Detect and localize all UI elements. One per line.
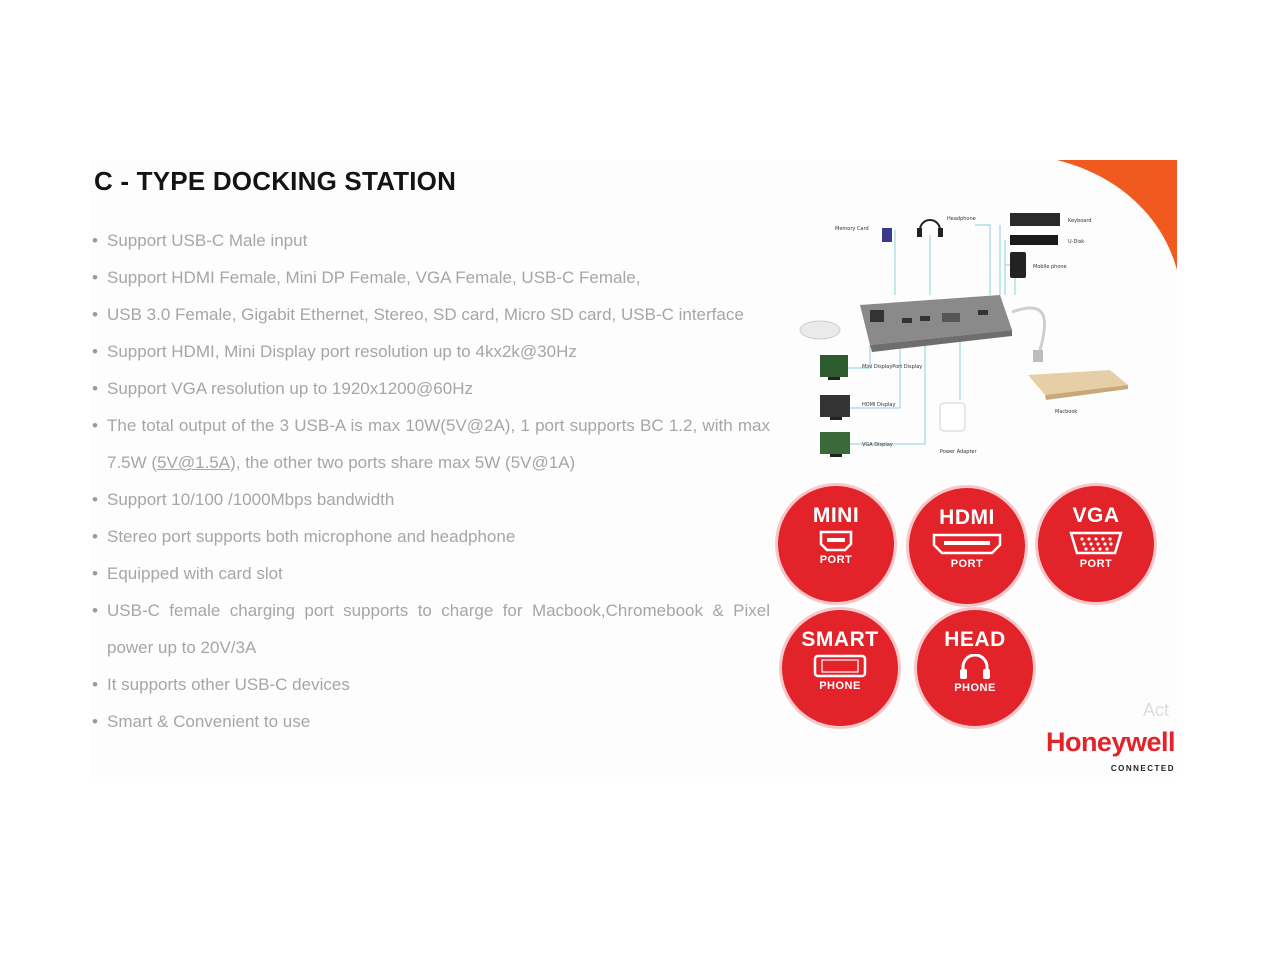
badge-title: SMART <box>801 628 879 651</box>
headphone-badge <box>917 610 1033 726</box>
docking-station-image <box>860 295 1045 362</box>
power-adapter-icon <box>940 403 965 431</box>
diagram-label: Mini DisplayPort Display <box>862 364 923 370</box>
badge-subtitle: PHONE <box>819 680 861 692</box>
page-title: C - TYPE DOCKING STATION <box>94 166 457 196</box>
bullet-item: • Support HDMI, Mini Display port resolution up to 4kx2k@30Hz <box>90 333 770 370</box>
monitor-icon <box>820 432 850 457</box>
bullet-item: • It supports other USB-C devices <box>90 666 770 703</box>
headphone-icon <box>958 654 992 680</box>
badge-subtitle: PORT <box>819 554 853 566</box>
bullet-item: • Support VGA resolution up to 1920x1200@60Hz <box>90 370 770 407</box>
brand-subtitle: CONNECTED <box>1110 764 1175 773</box>
hdmi-port-badge <box>909 488 1025 604</box>
brand-logo: Honeywell <box>1045 727 1175 757</box>
diagram-label: Memory Card <box>835 226 869 232</box>
diagram-label: Macbook <box>1055 409 1078 415</box>
diagram-label: VGA Display <box>862 442 893 448</box>
headphone-icon <box>917 220 943 237</box>
diagram-label: Mobile phone <box>1033 264 1067 270</box>
u-disk-icon <box>1010 235 1058 245</box>
bullet-item: • Support HDMI Female, Mini DP Female, VGA Female, USB-C Female, <box>90 259 770 296</box>
bullet-list <box>90 222 770 740</box>
slide <box>90 160 1177 777</box>
vga-port-icon <box>1068 530 1124 556</box>
badge-subtitle: PORT <box>950 558 984 570</box>
monitor-icon <box>820 395 850 420</box>
bullet-text: ), the other two ports share max 5W (5V@1A) <box>230 453 576 472</box>
cloud-icon <box>800 321 840 339</box>
badge-subtitle: PORT <box>1079 558 1113 570</box>
hdmi-port-icon <box>932 532 1002 556</box>
diagram-label: U-Disk <box>1068 239 1085 245</box>
connection-diagram <box>790 200 1150 470</box>
vga-port-badge <box>1038 486 1154 602</box>
badge-title: HDMI <box>939 506 995 529</box>
watermark-text: Act <box>1143 700 1170 720</box>
mobile-phone-icon <box>1010 252 1026 278</box>
bullet-item: • Support 10/100 /1000Mbps bandwidth <box>90 481 770 518</box>
macbook-image <box>1028 370 1128 400</box>
mini-displayport-icon <box>819 530 853 552</box>
bullet-item: • Equipped with card slot <box>90 555 770 592</box>
bullet-item: • USB 3.0 Female, Gigabit Ethernet, Stereo, SD card, Micro SD card, USB-C interface <box>90 296 770 333</box>
diagram-label: Keyboard <box>1068 218 1092 224</box>
smartphone-badge <box>782 610 898 726</box>
bullet-item: • USB-C female charging port supports to charge for Macbook,Chromebook & Pixel power up to 20V/3A <box>90 592 770 666</box>
bullet-item: • Support USB-C Male input <box>90 222 770 259</box>
underlined-text: 5V@1.5A <box>157 453 231 472</box>
memory-card-icon <box>882 228 892 242</box>
bullet-item <box>90 407 770 481</box>
diagram-label: Power Adapter <box>940 449 977 455</box>
badge-title: HEAD <box>944 628 1006 651</box>
bullet-item: • Stereo port supports both microphone and headphone <box>90 518 770 555</box>
badge-subtitle: PHONE <box>954 682 996 694</box>
badge-title: MINI <box>812 504 860 527</box>
bullet-text: The total output of the 3 USB-A is max 10W(5V@2A), 1 port supports BC 1.2, with max 7.5W ( <box>107 416 770 472</box>
monitor-icon <box>820 355 848 380</box>
diagram-label: HDMI Display <box>862 402 896 408</box>
badge-title: VGA <box>1072 504 1120 527</box>
keyboard-icon <box>1010 213 1060 226</box>
mini-port-badge <box>778 486 894 602</box>
bullet-item: • Smart & Convenient to use <box>90 703 770 740</box>
smartphone-icon <box>812 654 868 678</box>
diagram-label: Headphone <box>947 216 976 222</box>
